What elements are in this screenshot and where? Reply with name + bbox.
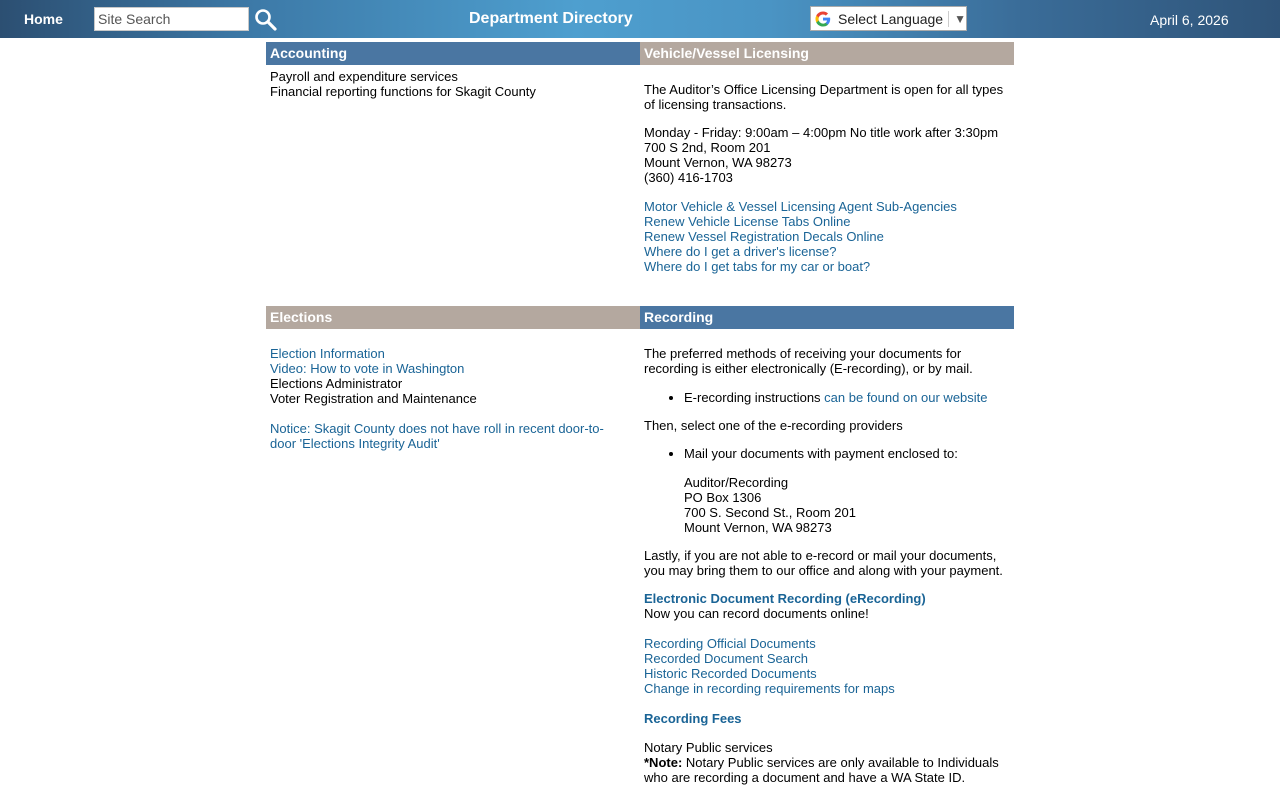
recording-then: Then, select one of the e-recording providers <box>644 418 903 433</box>
vehicle-phone: (360) 416-1703 <box>644 170 733 185</box>
mail-list <box>644 446 1014 461</box>
dropdown-arrow-icon: ▼ <box>954 11 966 26</box>
recording-heading: Recording <box>640 306 1014 329</box>
address-line: 700 S. Second St., Room 201 <box>684 505 856 520</box>
recording-fees-link[interactable]: Recording Fees <box>644 711 742 726</box>
note-label: *Note: <box>644 755 683 770</box>
notary-note <box>644 755 1014 785</box>
renew-tabs-link[interactable]: Renew Vehicle License Tabs Online <box>644 214 851 229</box>
list-item: • Mail your documents with payment enclosed to: <box>684 446 1014 461</box>
mail-address <box>644 475 1014 535</box>
vehicle-intro: The Auditor’s Office Licensing Department is open for all types of licensing transactions. <box>644 82 1004 112</box>
tabs-car-boat-link[interactable]: Where do I get tabs for my car or boat? <box>644 259 871 274</box>
map-requirements-link[interactable]: Change in recording requirements for maps <box>644 681 895 696</box>
erecording-subtext: Now you can record documents online! <box>644 606 869 621</box>
current-date: April 6, 2026 <box>1150 12 1229 28</box>
sub-agencies-link[interactable]: Motor Vehicle & Vessel Licensing Agent Sub-Agencies <box>644 199 957 214</box>
address-line: Auditor/Recording <box>684 475 789 490</box>
notary-text: Notary Public services <box>644 740 773 755</box>
accounting-heading: Accounting <box>266 42 640 65</box>
accounting-section <box>270 69 636 99</box>
address-line: PO Box 1306 <box>684 490 762 505</box>
vehicle-licensing-section <box>644 82 1010 274</box>
drivers-license-link[interactable]: Where do I get a driver's license? <box>644 244 837 259</box>
vehicle-address-line: 700 S 2nd, Room 201 <box>644 140 771 155</box>
note-text: Notary Public services are only available to Individuals who are recording a document and have a WA State ID. <box>644 755 999 785</box>
recording-official-documents-link[interactable]: Recording Official Documents <box>644 636 816 651</box>
accounting-line: Financial reporting functions for Skagit County <box>270 84 536 99</box>
home-link[interactable]: Home <box>24 11 63 27</box>
divider <box>948 11 949 27</box>
google-icon <box>814 10 832 28</box>
language-label: Select Language <box>838 10 944 27</box>
erecording-website-link[interactable]: can be found on our website <box>824 390 988 405</box>
recording-section <box>644 346 1014 785</box>
historic-recorded-documents-link[interactable]: Historic Recorded Documents <box>644 666 817 681</box>
list-item <box>684 390 1014 405</box>
elections-heading: Elections <box>266 306 640 329</box>
vehicle-address-line: Mount Vernon, WA 98273 <box>644 155 792 170</box>
vehicle-hours: Monday - Friday: 9:00am – 4:00pm No title work after 3:30pm <box>644 125 999 140</box>
vehicle-links <box>644 199 1010 274</box>
search-icon[interactable] <box>254 8 278 32</box>
recording-links <box>644 636 1014 696</box>
elections-text: Voter Registration and Maintenance <box>270 391 477 406</box>
language-select[interactable] <box>810 6 967 31</box>
vehicle-licensing-heading: Vehicle/Vessel Licensing <box>640 42 1014 65</box>
page-title: Department Directory <box>469 10 633 27</box>
renew-vessel-decals-link[interactable]: Renew Vessel Registration Decals Online <box>644 229 884 244</box>
site-search-input[interactable] <box>94 7 249 31</box>
accounting-line: Payroll and expenditure services <box>270 69 458 84</box>
how-to-vote-video-link[interactable]: Video: How to vote in Washington <box>270 361 465 376</box>
recording-intro: The preferred methods of receiving your documents for recording is either electronically (E-recording), or by mail. <box>644 346 973 376</box>
elections-notice-link[interactable]: Notice: Skagit County does not have roll in recent door-to-door 'Elections Integrity Audit' <box>270 421 604 451</box>
elections-section <box>270 346 620 451</box>
election-information-link[interactable]: Election Information <box>270 346 385 361</box>
recorded-document-search-link[interactable]: Recorded Document Search <box>644 651 809 666</box>
erecording-heading-link[interactable]: Electronic Document Recording (eRecording) <box>644 591 926 606</box>
address-line: Mount Vernon, WA 98273 <box>684 520 832 535</box>
erecording-text: E-recording instructions <box>684 390 825 405</box>
top-navigation-bar <box>0 0 1280 38</box>
recording-lastly: Lastly, if you are not able to e-record or mail your documents, you may bring them to our office and along with your payment. <box>644 548 1003 578</box>
erecording-list <box>644 390 1014 405</box>
elections-text: Elections Administrator <box>270 376 403 391</box>
